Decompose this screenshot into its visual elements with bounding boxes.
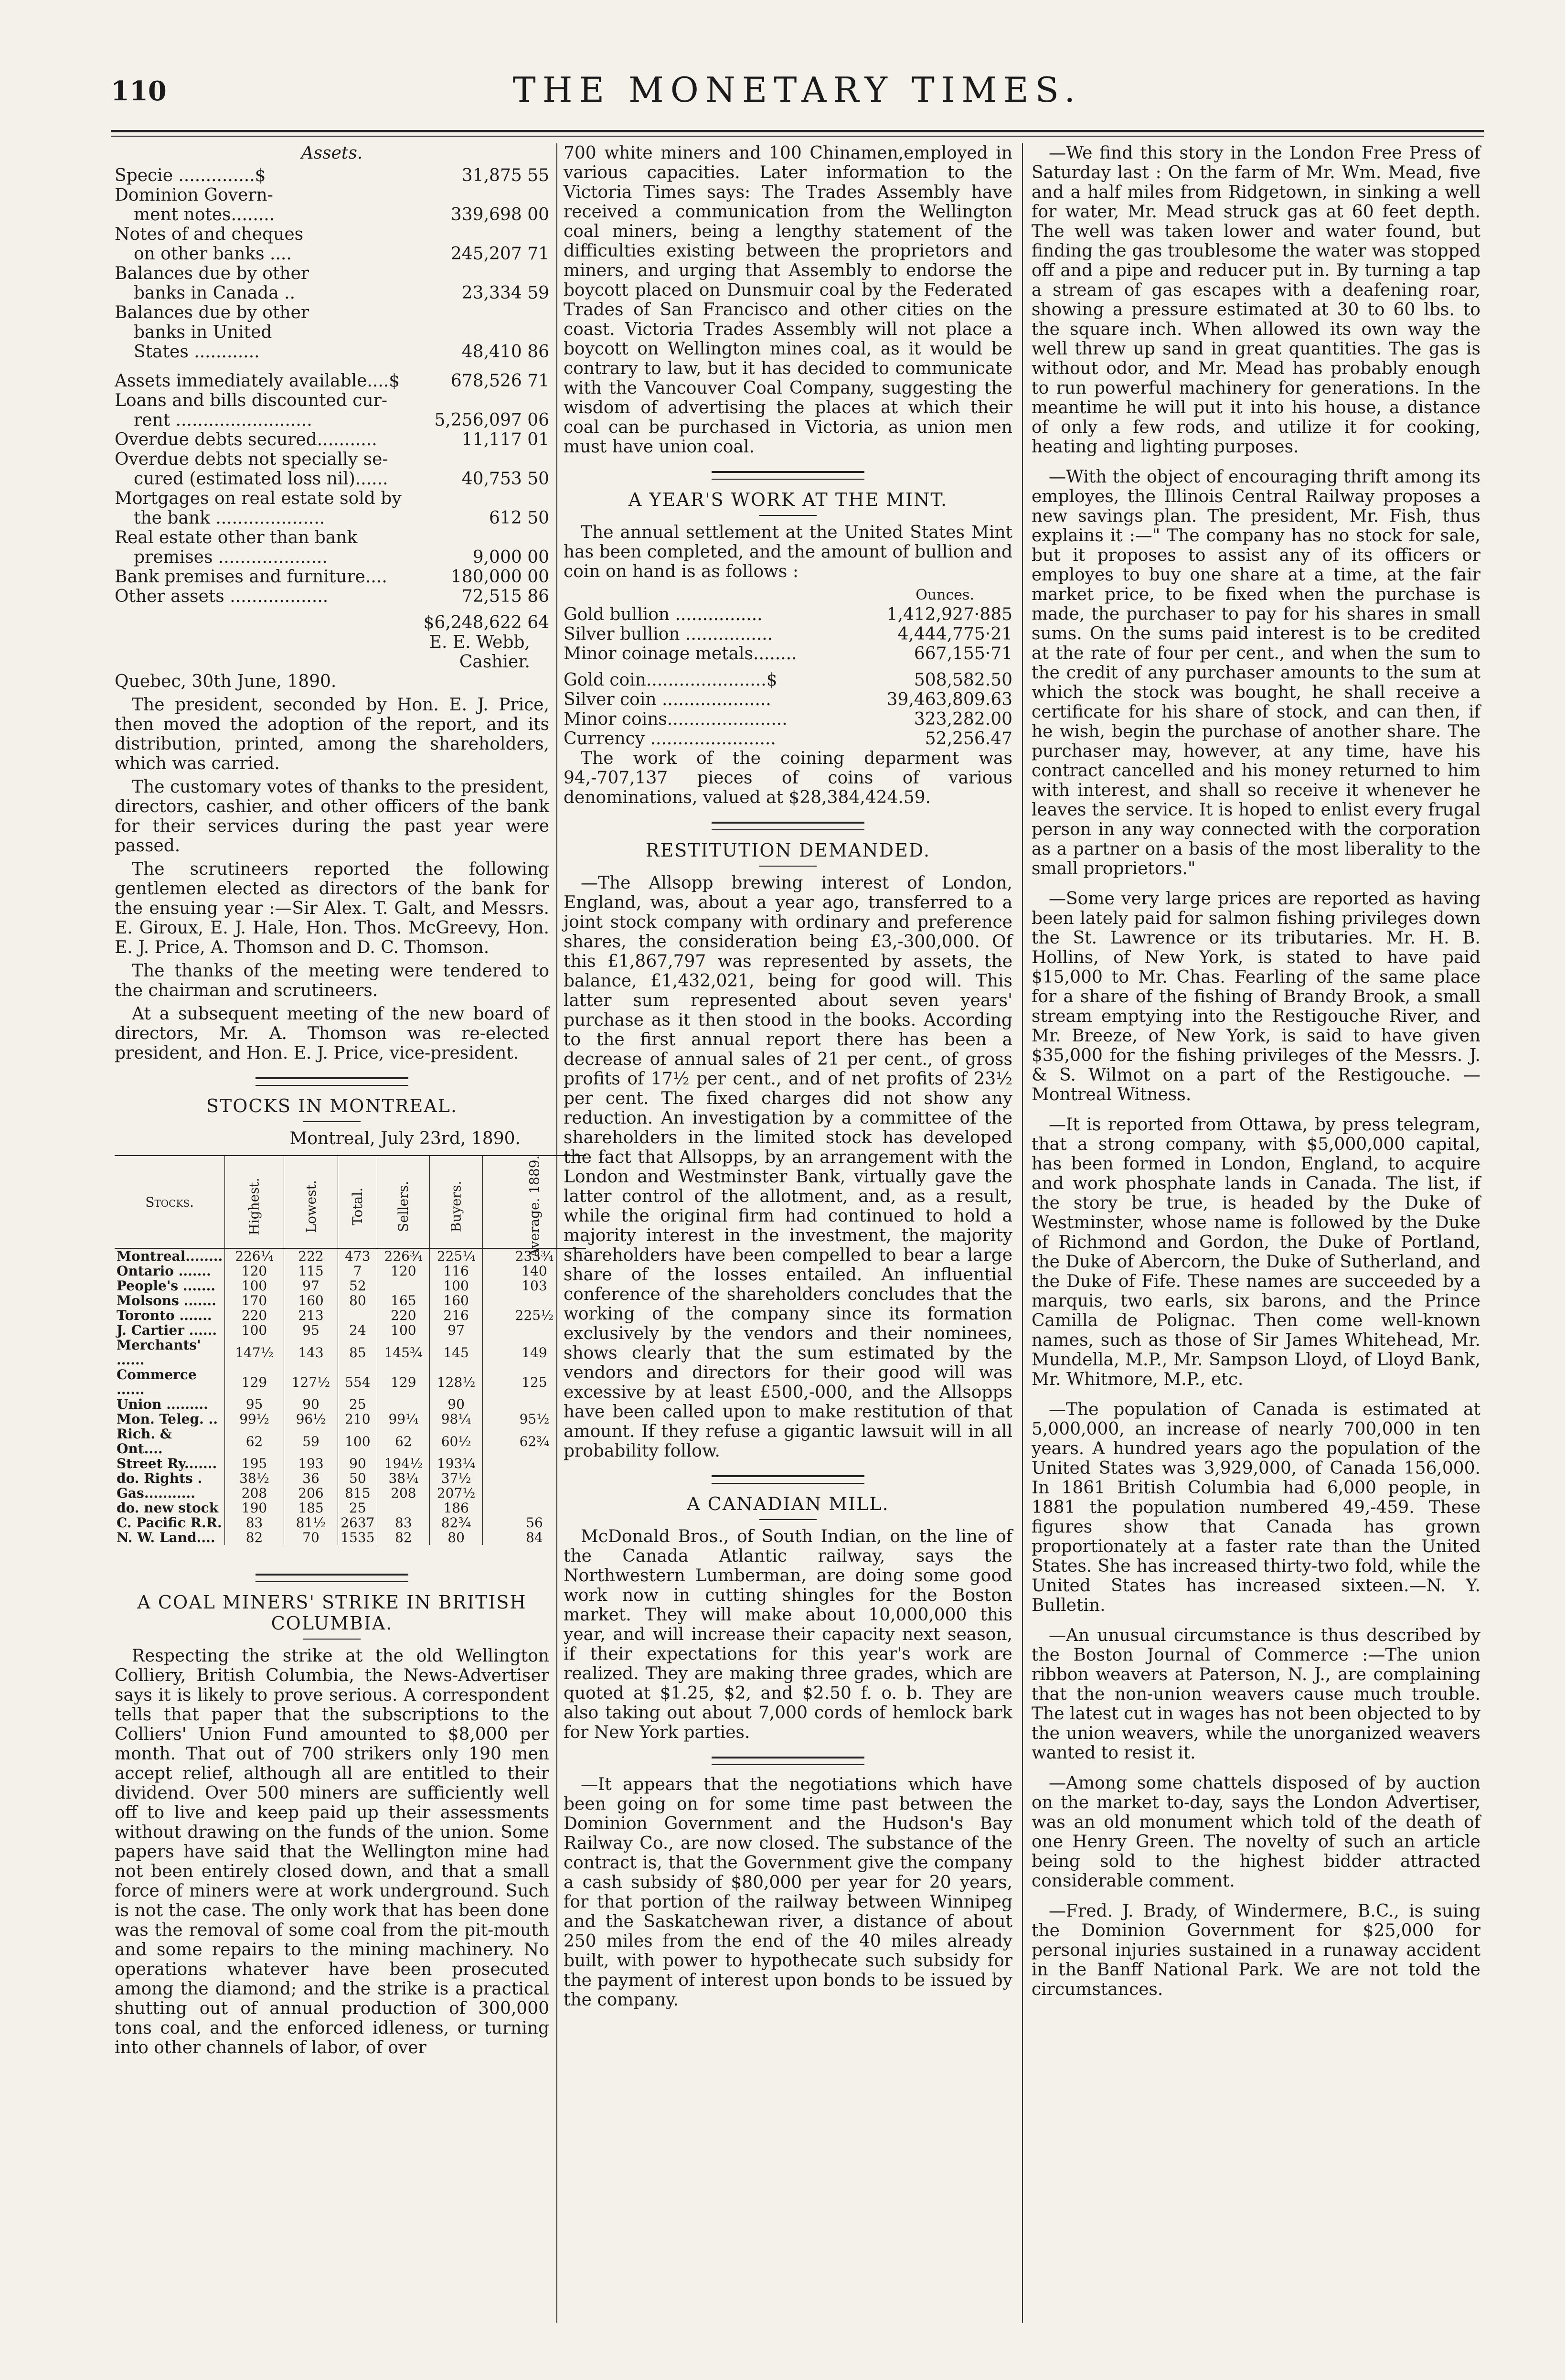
stock-value: 225½ xyxy=(482,1308,586,1323)
stock-name: Molsons ....... xyxy=(117,1293,216,1308)
ledger-row xyxy=(564,670,1012,690)
ledger-value: 678,526 71 xyxy=(450,371,549,391)
strike-heading: A COAL MINERS' STRIKE IN BRITISH COLUMBIA. xyxy=(137,1592,527,1634)
ledger-row xyxy=(115,303,549,322)
signature-name: E. E. Webb, xyxy=(429,633,530,652)
ledger-value: 48,410 86 xyxy=(461,342,549,362)
stocks-header-row xyxy=(115,1156,586,1248)
stocks-column-header: Stocks. xyxy=(115,1156,225,1248)
stock-value: 116 xyxy=(430,1264,483,1278)
stock-value: 145 xyxy=(430,1338,483,1367)
ledger-label: Balances due by other xyxy=(115,264,309,283)
ledger-value: 52,256.47 xyxy=(925,729,1012,749)
stocks-column-label: Buyers. xyxy=(448,1180,464,1233)
ledger-row xyxy=(115,391,549,410)
stock-value xyxy=(377,1278,430,1293)
header-rule-thin xyxy=(111,136,1484,137)
stocks-row xyxy=(115,1456,586,1471)
stock-value: 165 xyxy=(377,1293,430,1308)
mint-unit: Ounces. xyxy=(916,587,974,603)
stock-value: 1535 xyxy=(338,1530,377,1545)
ledger-label: rent ......................... xyxy=(134,410,312,430)
stock-value: 160 xyxy=(284,1293,338,1308)
short-rule xyxy=(759,1519,817,1520)
stock-name: Union ......... xyxy=(117,1396,208,1412)
stock-value: 120 xyxy=(225,1264,284,1278)
stocks-column-label: Average. 1889. xyxy=(526,1155,543,1258)
stock-value: 206 xyxy=(284,1486,338,1501)
ledger-label: Notes of and cheques xyxy=(115,225,304,244)
ledger-row xyxy=(115,264,549,283)
ledger-value: 40,753 50 xyxy=(461,469,549,489)
stock-value: 82 xyxy=(377,1530,430,1545)
ledger-row xyxy=(115,283,549,303)
section-divider xyxy=(256,1077,408,1086)
stocks-row xyxy=(115,1471,586,1486)
header-rule xyxy=(111,130,1484,132)
ledger-row xyxy=(115,587,549,606)
stock-value: 95½ xyxy=(482,1412,586,1426)
stock-value: 99½ xyxy=(225,1412,284,1426)
news-item: —The population of Canada is estimated at 5,000,000, an increase of nearly 700,000 in ten years. A hundred years ago the population of the United States was 3,929,000, of Canada 156,000. In 1861 British Columbia had 6,000 people, in 1881 the population numbered 49,-459. These figures show that Canada has grown proportionately at a faster rate than the United States. She has increased thirty-two fold, while the United States has increased sixteen.—N. Y. Bulletin. xyxy=(1032,1400,1480,1615)
ledger-value: 612 50 xyxy=(489,508,549,528)
section-divider xyxy=(712,471,864,480)
stock-value: 62 xyxy=(225,1426,284,1456)
stocks-row xyxy=(115,1264,586,1278)
mint-figures xyxy=(564,585,1012,749)
stock-value: 226¾ xyxy=(377,1248,430,1264)
ledger-value xyxy=(425,225,549,244)
page-number: 110 xyxy=(111,75,167,107)
ledger-row xyxy=(115,342,549,362)
stock-name: do. Rights . xyxy=(117,1470,202,1486)
ledger-row xyxy=(115,430,549,450)
ledger-value xyxy=(425,264,549,283)
page-header xyxy=(111,67,1484,124)
ledger-row xyxy=(115,469,549,489)
stock-value: 190 xyxy=(225,1501,284,1515)
mill-heading: A CANADIAN MILL. xyxy=(687,1493,889,1514)
ledger-label: on other banks .... xyxy=(134,244,292,264)
stocks-column-label: Highest. xyxy=(246,1178,263,1235)
stocks-table xyxy=(115,1155,586,1545)
stocks-row xyxy=(115,1412,586,1426)
stock-value: 170 xyxy=(225,1293,284,1308)
stock-value: 81½ xyxy=(284,1515,338,1530)
ledger-label: Silver coin .................... xyxy=(564,690,771,709)
stocks-column-header xyxy=(377,1156,430,1248)
stock-value: 95 xyxy=(225,1397,284,1412)
stock-value: 2637 xyxy=(338,1515,377,1530)
ledger-value: 72,515 86 xyxy=(461,587,549,606)
stock-value: 82 xyxy=(225,1530,284,1545)
stock-value: 50 xyxy=(338,1471,377,1486)
stocks-column-label: Sellers. xyxy=(395,1181,412,1232)
stock-value: 554 xyxy=(338,1367,377,1397)
stock-value: 95 xyxy=(284,1323,338,1338)
ledger-row xyxy=(115,508,549,528)
stock-value: 36 xyxy=(284,1471,338,1486)
ledger-label: Dominion Govern- xyxy=(115,185,273,205)
strike-continued: 700 white miners and 100 Chinamen,employed in various capacities. Later information to the Victoria Times says: The Trades Assembly have received a communication from the Wellington coal miners, being a lengthy statement of the difficulties existing between the proprietors and miners, and urging that Assembly to endorse the boycott placed on Dunsmuir coal by the Federated Trades of San Francisco and other cities on the coast. Victoria Trades Assembly will not place a boycott on Wellington mines coal, as it would be contrary to law, but it has decided to communicate with the Vancouver Coal Company, suggesting the wisdom of advertising the places at which their coal can be purchased in Victoria, as union men must have union coal. xyxy=(564,143,1012,457)
ledger-label: Currency ....................... xyxy=(564,729,776,749)
stock-value: 160 xyxy=(430,1293,483,1308)
ledger-label: Bank premises and furniture.... xyxy=(115,567,387,587)
stock-name: C. Pacific R.R. xyxy=(117,1515,222,1531)
hudson-text: —It appears that the negotiations which have been going on for some time past between the Dominion Government and the Hudson's Bay Railway Co., are now closed. The substance of the contract is, that the Government give the company a cash subsidy of $80,000 per year for 20 years, for that portion of the railway between Winnipeg and the Saskatchewan river, a distance of about 250 miles from the end of the 40 miles already built, with power to hypothecate such subsidy for the payment of interest upon bonds to be issued by the company. xyxy=(564,1775,1012,2010)
stock-value: 62 xyxy=(377,1426,430,1456)
stock-value: 185 xyxy=(284,1501,338,1515)
stock-value: 82¾ xyxy=(430,1515,483,1530)
stock-value: 100 xyxy=(430,1278,483,1293)
news-item: —With the object of encouraging thrift among its employes, the Illinois Central Railway proposes a new savings plan. The president, Mr. Fish, thus explains it :—" The company has no stock for sale, but it proposes to assist any of its officers or employes to buy one share at a time, at the fair market price, to be fixed when the purchase is made, the purchaser to pay for his shares in small sums. On the sums paid interest is to be credited at the rate of four per cent., and when the sum to the credit of any purchaser amounts to the sum at which the stock was bought, he shall receive a certificate for his share of stock, and can then, if he wish, begin the purchase of another share. The purchaser may, however, at any time, have his contract cancelled and his money returned to him with interest, and shall so receive it whenever he leaves the service. It is hoped to enlist every frugal person in any way connected with the corporation as a partner on a basis of the most liberality to the small proprietors." xyxy=(1032,467,1480,879)
ledger-row xyxy=(115,244,549,264)
meeting-report xyxy=(115,695,549,1063)
ledger-row xyxy=(115,322,549,342)
stock-value: 100 xyxy=(377,1323,430,1338)
stock-value: 222 xyxy=(284,1248,338,1264)
stock-value: 38¼ xyxy=(377,1471,430,1486)
stocks-column-header xyxy=(430,1156,483,1248)
news-item: —An unusual circumstance is thus described by the Boston Journal of Commerce :—The union ribbon weavers at Paterson, N. J., are complaining that the non-union weavers cause much trouble. The latest cut in wages has not been objected to by the union weavers, while the unorganized weavers wanted to resist it. xyxy=(1032,1626,1480,1763)
news-item: —It is reported from Ottawa, by press telegram, that a strong company, with $5,000,000 capital, has been formed in London, England, to acquire and work phosphate lands in Canada. The list, if the story be true, is headed by the Duke of Westminster, whose name is followed by the Duke of Richmond and Gordon, the Duke of Portland, the Duke of Abercorn, the Duke of Sutherland, and the Duke of Fife. These names are succeeded by a marquis, two earls, six barons, and the Prince Camilla de Polignac. Then come well-known names, such as those of Sir James Whitehead, Mr. Mundella, M.P., Mr. Sampson Lloyd, of Lloyd Bank, Mr. Whitmore, M.P., etc. xyxy=(1032,1115,1480,1389)
stocks-row xyxy=(115,1501,586,1515)
stock-value: 127½ xyxy=(284,1367,338,1397)
ledger-row xyxy=(564,729,1012,749)
ledger-label: Balances due by other xyxy=(115,303,309,322)
stock-value: 59 xyxy=(284,1426,338,1456)
ledger-row xyxy=(564,624,1012,644)
report-paragraph: The president, seconded by Hon. E. J. Price, then moved the adoption of the report, and its distribution, printed, among the shareholders, which was carried. xyxy=(115,695,549,773)
stock-value: 208 xyxy=(225,1486,284,1501)
report-paragraph: The customary votes of thanks to the president, directors, cashier, and other officers of the bank for their services during the past year were passed. xyxy=(115,777,549,856)
stock-value: 143 xyxy=(284,1338,338,1367)
ledger-label: Mortgages on real estate sold by xyxy=(115,489,402,508)
strike-text: Respecting the strike at the old Wellington Colliery, British Columbia, the News-Advertiser says it is likely to prove serious. A correspondent tells that paper that the subscriptions to the Colliers' Union Fund amounted to $8,000 per month. That out of 700 strikers only 190 men accept relief, although all are entitled to their dividend. Over 500 miners are sufficiently well off to live and keep paid up their assessments without drawing on the funds of the union. Some papers have said that the Wellington mine had not been entirely closed down, and that a small force of miners were at work underground. Such is not the case. The only work that has been done was the removal of some coal from the pit-mouth and some repairs to the mining machinery. No operations whatever have been prosecuted among the diamond; and the strike is a practical shutting out of annual production of 300,000 tons coal, and the enforced idleness, or turning into other channels of labor, of over xyxy=(115,1646,549,2058)
stock-value: 125 xyxy=(482,1367,586,1397)
ledger-value: 1,412,927·885 xyxy=(886,605,1012,624)
ledger-row xyxy=(564,605,1012,624)
ledger-label: banks in Canada .. xyxy=(134,283,296,303)
ledger-value xyxy=(425,528,549,547)
stock-value: 90 xyxy=(284,1397,338,1412)
stock-value: 129 xyxy=(377,1367,430,1397)
stock-value: 100 xyxy=(225,1323,284,1338)
stock-name: N. W. Land.... xyxy=(117,1530,215,1545)
stock-value: 147½ xyxy=(225,1338,284,1367)
stock-value: 7 xyxy=(338,1264,377,1278)
mint-intro: The annual settlement at the United States Mint has been completed, and the amount of bullion and coin on hand is as follows : xyxy=(564,523,1012,581)
stock-value: 52 xyxy=(338,1278,377,1293)
report-paragraph: At a subsequent meeting of the new board of directors, Mr. A. Thomson was re-elected president, and Hon. E. J. Price, vice-president. xyxy=(115,1004,549,1063)
stock-value: 37½ xyxy=(430,1471,483,1486)
stock-value: 140 xyxy=(482,1264,586,1278)
stock-value: 99¼ xyxy=(377,1412,430,1426)
ledger-value: 245,207 71 xyxy=(450,244,549,264)
ledger-value: 323,282.00 xyxy=(914,709,1012,729)
stock-name: Toronto ....... xyxy=(117,1308,212,1323)
ledger-value: 11,117 01 xyxy=(461,430,549,450)
ledger-row xyxy=(564,690,1012,709)
stock-name: Merchants' ...... xyxy=(117,1337,201,1368)
ledger-value xyxy=(425,450,549,469)
ledger-row xyxy=(115,528,549,547)
ledger-value: 339,698 00 xyxy=(450,205,549,225)
stock-value: 85 xyxy=(338,1338,377,1367)
ledger-value: 9,000 00 xyxy=(472,547,549,567)
stock-value: 208 xyxy=(377,1486,430,1501)
section-divider xyxy=(712,1757,864,1765)
ledger-value: 667,155·71 xyxy=(914,644,1012,664)
stocks-column-label: Total. xyxy=(350,1187,366,1226)
ledger-label: Minor coins...................... xyxy=(564,709,788,729)
stock-value: 83 xyxy=(225,1515,284,1530)
stock-value: 194½ xyxy=(377,1456,430,1471)
stock-value: 25 xyxy=(338,1501,377,1515)
ledger-value: 508,582.50 xyxy=(914,670,1012,690)
report-paragraph: The thanks of the meeting were tendered to the chairman and scrutineers. xyxy=(115,961,549,1000)
stocks-row xyxy=(115,1515,586,1530)
short-rule xyxy=(303,1121,361,1122)
dateline: Quebec, 30th June, 1890. xyxy=(115,672,337,691)
stocks-row xyxy=(115,1486,586,1501)
ledger-value: 180,000 00 xyxy=(450,567,549,587)
stocks-row xyxy=(115,1248,586,1264)
section-divider xyxy=(712,1475,864,1484)
ledger-value: 4,444,775·21 xyxy=(897,624,1012,644)
ledger-label: banks in United xyxy=(134,322,272,342)
stock-value: 84 xyxy=(482,1530,586,1545)
stock-value: 149 xyxy=(482,1338,586,1367)
stock-name: do. new stock xyxy=(117,1500,219,1516)
short-rule xyxy=(759,515,817,516)
stock-value: 145¾ xyxy=(377,1338,430,1367)
ledger-value xyxy=(425,185,549,205)
ledger-label: the bank .................... xyxy=(134,508,325,528)
ledger-label: premises .................... xyxy=(134,547,328,567)
stock-value: 83 xyxy=(377,1515,430,1530)
ledger-row xyxy=(115,205,549,225)
ledger-value xyxy=(425,391,549,410)
ledger-label: States ............ xyxy=(134,342,260,362)
masthead-title: THE MONETARY TIMES. xyxy=(512,70,1082,110)
ledger-label: ment notes........ xyxy=(134,205,275,225)
ledger-row xyxy=(115,166,549,185)
stock-value: 100 xyxy=(338,1426,377,1456)
ledger-row xyxy=(115,225,549,244)
stock-value: 70 xyxy=(284,1530,338,1545)
stock-name: J. Cartier ...... xyxy=(117,1322,217,1338)
stock-name: Commerce ...... xyxy=(117,1367,197,1397)
stock-value: 90 xyxy=(430,1397,483,1412)
stock-value: 195 xyxy=(225,1456,284,1471)
stock-value: 213 xyxy=(284,1308,338,1323)
news-item: —Fred. J. Brady, of Windermere, B.C., is suing the Dominion Government for $25,000 for personal injuries sustained in a runaway accident in the Banff National Park. We are not told the circumstances. xyxy=(1032,1901,1480,1999)
stock-name: Montreal........ xyxy=(117,1248,223,1264)
stock-value: 96½ xyxy=(284,1412,338,1426)
ledger-value xyxy=(425,489,549,508)
news-item: —We find this story in the London Free Press of Saturday last : On the farm of Mr. Wm. Mead, five and a half miles from Ridgetown, in sinking a well for water, Mr. Mead struck gas at 60 feet depth. The well was taken lower and water found, but finding the gas troublesome the water was stopped off and a pipe and reducer put in. By turning a tap a stream of gas escapes with a deafening roar, showing a pressure estimated at 30 to 60 lbs. to the square inch. When allowed its own way the well threw up sand in great quantities. The gas is without odor, and Mr. Mead has probably enough to run powerful machinery for generations. In the meantime he will put it into his house, a distance of only a few rods, and utilize it for cooking, heating and lighting purposes. xyxy=(1032,143,1480,457)
stocks-row xyxy=(115,1278,586,1293)
stocks-heading: STOCKS IN MONTREAL. xyxy=(206,1095,458,1116)
stock-value xyxy=(377,1397,430,1412)
assets-list xyxy=(115,166,549,362)
news-item: —Among some chattels disposed of by auction on the market to-day, says the London Advertiser, was an old monument which told of the death of one Henry Green. The novelty of such an article being sold to the highest bidder attracted considerable comment. xyxy=(1032,1773,1480,1891)
ledger-value: 39,463,809.63 xyxy=(886,690,1012,709)
stock-value: 473 xyxy=(338,1248,377,1264)
ledger-row xyxy=(115,410,549,430)
stocks-row xyxy=(115,1367,586,1397)
mint-heading: A YEAR'S WORK AT THE MINT. xyxy=(628,489,948,510)
stocks-column-header xyxy=(225,1156,284,1248)
stock-name: Mon. Teleg. .. xyxy=(117,1411,218,1427)
assets-list-2 xyxy=(115,371,549,606)
news-item: —Some very large prices are reported as having been lately paid for salmon fishing privileges down the St. Lawrence or its tributaries. Mr. H. B. Hollins, of New York, is stated to have paid $15,000 to Mr. Chas. Fearling of the same place for a share of the fishing of Brandy Brook, a small stream emptying into the Restigouche River, and Mr. Breeze, of New York, is said to have given $35,000 for the fishing privileges of the Messrs. J. & S. Wilmot on a part of the Restigouche. —Montreal Witness. xyxy=(1032,889,1480,1104)
stock-value: 210 xyxy=(338,1412,377,1426)
stock-value: 115 xyxy=(284,1264,338,1278)
mint-text: The work of the coining deparment was 94,-707,137 pieces of coins of various denominations, valued at $28,384,424.59. xyxy=(564,749,1012,807)
stock-name: Street Ry....... xyxy=(117,1456,217,1471)
stocks-row xyxy=(115,1323,586,1338)
stock-value: 25 xyxy=(338,1397,377,1412)
stock-value: 193¼ xyxy=(430,1456,483,1471)
stock-value: 98¼ xyxy=(430,1412,483,1426)
stocks-body xyxy=(115,1248,586,1545)
stock-value: 62¾ xyxy=(482,1426,586,1456)
stock-value: 24 xyxy=(338,1323,377,1338)
stock-value: 97 xyxy=(430,1323,483,1338)
ledger-label: Overdue debts not specially se- xyxy=(115,450,388,469)
stock-value: 100 xyxy=(225,1278,284,1293)
ledger-row xyxy=(564,644,1012,664)
ledger-value xyxy=(425,303,549,322)
stock-value: 193 xyxy=(284,1456,338,1471)
ledger-row xyxy=(115,489,549,508)
stock-value: 233¾ xyxy=(482,1248,586,1264)
column-divider-2 xyxy=(1022,143,1023,2323)
ledger-label: Silver bullion ................ xyxy=(564,624,773,644)
stock-value: 128½ xyxy=(430,1367,483,1397)
assets-total: $6,248,622 64 xyxy=(423,613,549,633)
stock-value: 60½ xyxy=(430,1426,483,1456)
stock-value: 220 xyxy=(377,1308,430,1323)
stock-value: 80 xyxy=(430,1530,483,1545)
ledger-row xyxy=(564,709,1012,729)
ledger-value: 31,875 55 xyxy=(461,166,549,185)
stock-value: 207½ xyxy=(430,1486,483,1501)
ledger-label: Assets immediately available....$ xyxy=(115,371,400,391)
restitution-heading: RESTITUTION DEMANDED. xyxy=(645,840,931,861)
stock-value: 186 xyxy=(430,1501,483,1515)
ledger-row xyxy=(115,185,549,205)
stock-value xyxy=(377,1501,430,1515)
stocks-column-label: Lowest. xyxy=(303,1180,319,1233)
ledger-row xyxy=(115,450,549,469)
column-1 xyxy=(115,143,554,2061)
ledger-label: Gold bullion ................ xyxy=(564,605,763,624)
ledger-label: Gold coin......................$ xyxy=(564,670,777,690)
stock-value: 225¼ xyxy=(430,1248,483,1264)
stock-value xyxy=(338,1308,377,1323)
section-divider xyxy=(256,1574,408,1582)
stocks-column-header xyxy=(284,1156,338,1248)
stock-value: 97 xyxy=(284,1278,338,1293)
short-rule xyxy=(759,866,817,867)
stock-name: Rich. & Ont.... xyxy=(117,1426,172,1457)
section-divider xyxy=(712,822,864,830)
stocks-row xyxy=(115,1308,586,1323)
stocks-date: Montreal, July 23rd, 1890. xyxy=(289,1129,521,1148)
stocks-row xyxy=(115,1426,586,1456)
stocks-row xyxy=(115,1397,586,1412)
ledger-value: 5,256,097 06 xyxy=(434,410,549,430)
mint-coin-list xyxy=(564,670,1012,749)
ledger-label: Loans and bills discounted cur- xyxy=(115,391,388,410)
column-2 xyxy=(564,143,1012,2014)
stock-value: 220 xyxy=(225,1308,284,1323)
ledger-label: Minor coinage metals........ xyxy=(564,644,797,664)
assets-heading: Assets. xyxy=(301,143,363,163)
ledger-label: Other assets .................. xyxy=(115,587,329,606)
ledger-row xyxy=(115,371,549,391)
stocks-column-header xyxy=(338,1156,377,1248)
stock-value: 120 xyxy=(377,1264,430,1278)
stock-value: 56 xyxy=(482,1515,586,1530)
stock-value: 90 xyxy=(338,1456,377,1471)
ledger-label: Specie ..............$ xyxy=(115,166,266,185)
stock-value: 80 xyxy=(338,1293,377,1308)
stocks-row xyxy=(115,1338,586,1367)
stock-value: 815 xyxy=(338,1486,377,1501)
stock-value: 38½ xyxy=(225,1471,284,1486)
stocks-row xyxy=(115,1293,586,1308)
stock-name: Ontario ....... xyxy=(117,1263,211,1279)
short-rule xyxy=(303,1639,361,1640)
ledger-value xyxy=(425,322,549,342)
stock-value: 129 xyxy=(225,1367,284,1397)
ledger-row xyxy=(115,567,549,587)
column-3 xyxy=(1032,143,1480,2010)
stock-value: 226¼ xyxy=(225,1248,284,1264)
report-paragraph: The scrutineers reported the following gentlemen elected as directors of the bank for the ensuing year :—Sir Alex. T. Galt, and Messrs. E. Giroux, E. J. Hale, Hon. Thos. McGreevy, Hon. E. J. Price, A. Thomson and D. C. Thomson. xyxy=(115,859,549,957)
ledger-label: cured (estimated loss nil)...... xyxy=(134,469,388,489)
ledger-label: Overdue debts secured........... xyxy=(115,430,377,450)
stocks-row xyxy=(115,1530,586,1545)
mint-bullion-list xyxy=(564,605,1012,664)
ledger-row xyxy=(115,547,549,567)
stock-value: 103 xyxy=(482,1278,586,1293)
signature-title: Cashier. xyxy=(459,652,530,672)
ledger-label: Real estate other than bank xyxy=(115,528,358,547)
stock-name: People's ....... xyxy=(117,1278,216,1294)
restitution-text: —The Allsopp brewing interest of London, England, was, about a year ago, transferred to a joint stock company with ordinary and preference shares, the consideration being £3,-300,000. Of this £1,867,797 was represented by assets, the balance, £1,432,021, being for good will. This latter sum represented about seven years' purchase as it then stood in the books. According to the first annual report there has been a decrease of annual sales of 21 per cent., of gross profits of 17½ per cent., and of net profits of 23½ per cent. The fixed charges did not show any reduction. An investigation by a committee of the shareholders in the limited stock has developed the fact that Allsopps, by an arrangement with the London and Westminster Bank, virtually gave the latter control of the allotment, and, as a result, while the original firm had continued to hold a majority interest in the investment, the majority shareholders have been compelled to bear a large share of the losses entailed. An influential conference of the shareholders concludes that the working of the company since its formation exclusively by the vendors and their nominees, shows clearly that the sum estimated by the vendors and directors for their good will was excessive by at least £500,-000, and the Allsopps have been called upon to make restitution of that amount. If they refuse a gigantic lawsuit will in all probability follow. xyxy=(564,873,1012,1461)
stock-name: Gas........... xyxy=(117,1485,196,1501)
stock-value: 216 xyxy=(430,1308,483,1323)
mill-text: McDonald Bros., of South Indian, on the line of the Canada Atlantic railway, says the Northwestern Lumberman, are doing some good work now in cutting shingles for the Boston market. They will make about 10,000,000 this year, and will increase their capacity next season, if their expectations for this year's work are realized. They are making three grades, which are quoted at $1.25, $2, and $2.50 f. o. b. They are also taking out about 7,000 cords of hemlock bark for New York parties. xyxy=(564,1527,1012,1742)
ledger-value: 23,334 59 xyxy=(461,283,549,303)
